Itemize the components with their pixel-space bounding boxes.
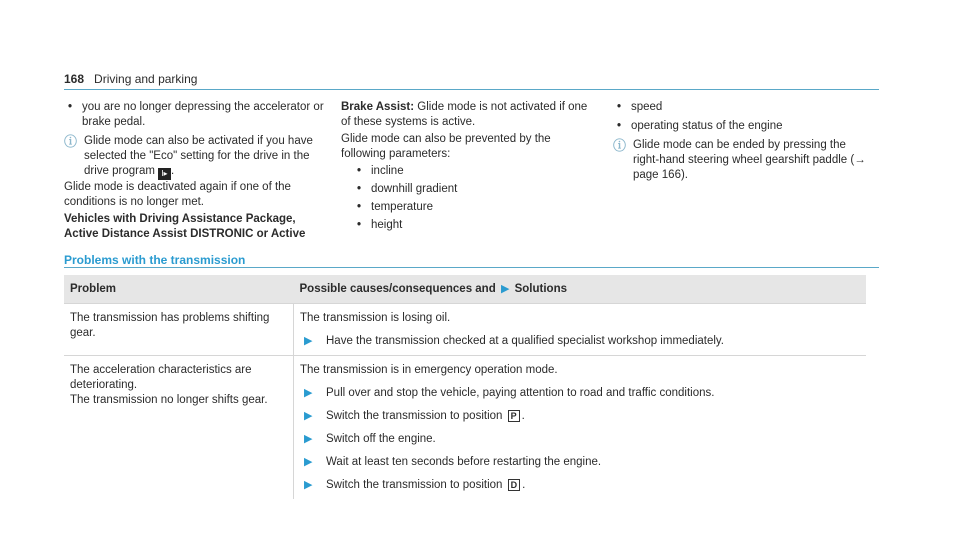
drive-program-icon: I▸	[158, 168, 171, 180]
arrow-right-icon: ▶	[304, 433, 313, 445]
solution-step: ▶ Pull over and stop the vehicle, paying attention to road and traffic conditions.	[300, 386, 860, 401]
arrow-right-icon: ▶	[304, 387, 313, 399]
page-number: 168	[64, 72, 85, 86]
bullet-icon: •	[357, 219, 362, 231]
solution-cell: The transmission is in emergency operation mode. ▶ Pull over and stop the vehicle, paying attention to road and traffic conditions. ▶ Switch the transmission to position P . ▶ Switch off the engine. ▶ Wait at least ten seconds before restarting the engine. ▶ Switch the transmission to position D .	[294, 356, 867, 500]
solution-step: ▶ Switch off the engine.	[300, 432, 860, 447]
column-2	[341, 100, 596, 233]
table-row	[64, 356, 866, 500]
list-item: • you are no longer depressing the accelerator or brake pedal.	[64, 100, 326, 130]
header-causes: Possible causes/consequences and ▶ Solutions	[294, 275, 867, 304]
column-3	[613, 100, 875, 183]
solution-step: ▶ Switch the transmission to position D .	[300, 478, 860, 493]
bullet-icon: •	[617, 120, 622, 132]
info-note: ⓘ Glide mode can also be activated if you have selected the "Eco" setting for the drive in the drive program I▸ .	[64, 134, 313, 178]
table-row	[64, 304, 866, 356]
table-header	[64, 275, 866, 304]
bullet-icon: •	[357, 183, 362, 195]
parameter-list	[341, 164, 596, 233]
subheading: Vehicles with Driving Assistance Package, Active Distance Assist DISTRONIC or Active	[64, 213, 306, 240]
paragraph: Glide mode is deactivated again if one of the conditions is no longer met.	[64, 181, 291, 208]
column-1	[64, 100, 326, 242]
list-item: • operating status of the engine	[613, 119, 875, 134]
info-note: ⓘ Glide mode can be ended by pressing the right-hand steering wheel gearshift paddle (→ page 166).	[613, 138, 866, 181]
list-item: • speed	[613, 100, 875, 115]
problem-cell: The acceleration characteristics are deteriorating. The transmission no longer shifts gear.	[64, 356, 294, 500]
list-item: • height	[353, 218, 596, 233]
info-icon: ⓘ	[64, 134, 78, 149]
page-header	[64, 72, 197, 87]
paragraph: Glide mode can also be prevented by the following parameters:	[341, 133, 551, 160]
problems-table	[64, 275, 866, 499]
arrow-right-icon: ▶	[304, 335, 313, 347]
section-name: Driving and parking	[94, 72, 198, 86]
gear-position-p: P	[508, 410, 520, 422]
solution-step: ▶ Wait at least ten seconds before restarting the engine.	[300, 455, 860, 470]
arrow-right-icon: ▶	[500, 283, 510, 295]
paragraph: Brake Assist: Glide mode is not activated if one of these systems is active.	[341, 101, 588, 128]
header-divider	[64, 89, 879, 90]
solution-step: ▶ Have the transmission checked at a qualified specialist workshop immediately.	[300, 334, 860, 349]
list-item: • downhill gradient	[353, 182, 596, 197]
arrow-right-icon: ▶	[304, 456, 313, 468]
arrow-right-icon: ▶	[304, 479, 313, 491]
list-item: • temperature	[353, 200, 596, 215]
bullet-icon: •	[617, 101, 622, 113]
info-icon: ⓘ	[613, 138, 627, 153]
header-problem: Problem	[64, 275, 294, 304]
problem-cell: The transmission has problems shifting gear.	[64, 304, 294, 356]
solution-cell: The transmission is losing oil. ▶ Have the transmission checked at a qualified specialist workshop immediately.	[294, 304, 867, 356]
section-divider	[64, 267, 879, 268]
bullet-icon: •	[357, 201, 362, 213]
arrow-right-icon: ▶	[304, 410, 313, 422]
solution-step: ▶ Switch the transmission to position P .	[300, 409, 860, 424]
bullet-icon: •	[357, 165, 362, 177]
bullet-icon: •	[68, 101, 73, 113]
section-title: Problems with the transmission	[64, 253, 246, 267]
list-item: • incline	[353, 164, 596, 179]
gear-position-d: D	[508, 479, 521, 491]
